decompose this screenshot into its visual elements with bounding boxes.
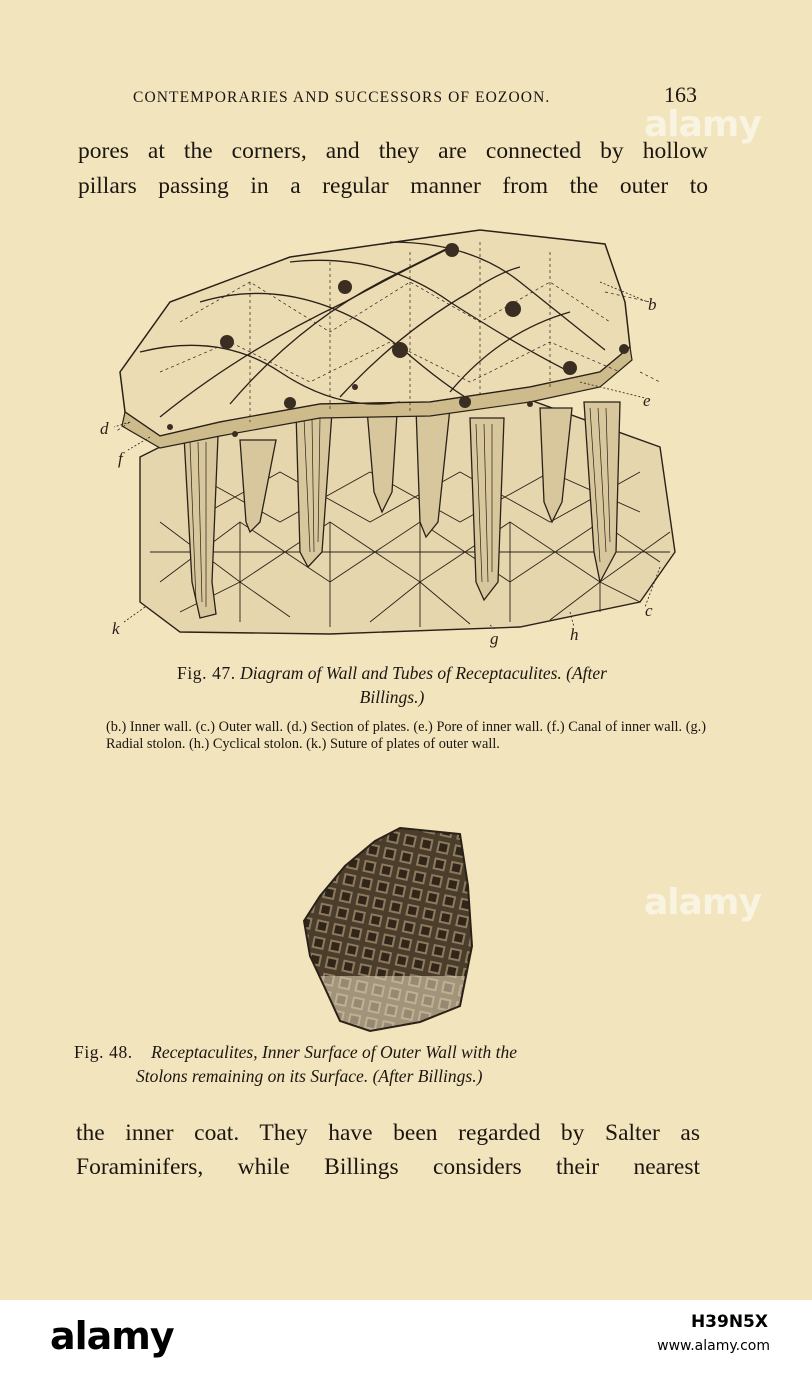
figure-48-label: Fig. 48. (74, 1042, 133, 1062)
figure-47-caption (74, 661, 710, 709)
label-c: c (645, 601, 653, 620)
label-k: k (112, 619, 120, 638)
label-e: e (643, 391, 651, 410)
watermark: alamy (644, 882, 761, 923)
stock-footer (0, 1300, 812, 1390)
label-g: g (490, 629, 499, 648)
body-text-line: the inner coat. They have been regarded by Salter as (76, 1120, 700, 1146)
figure-47-illustration (100, 222, 690, 652)
figure-47-caption-line1: Diagram of Wall and Tubes of Receptaculites. (After (240, 663, 607, 683)
body-text-line: pillars passing in a regular manner from the outer to (78, 173, 708, 199)
figure-48-caption (74, 1040, 710, 1088)
figure-48-caption-line1: Receptaculites, Inner Surface of Outer Wall with the (151, 1042, 517, 1062)
site-url[interactable]: www.alamy.com (657, 1338, 770, 1354)
body-text-line: Foraminifers, while Billings considers their nearest (76, 1154, 700, 1180)
label-d: d (100, 419, 109, 438)
body-text-line: pores at the corners, and they are connected by hollow (78, 138, 708, 164)
label-b: b (648, 295, 657, 314)
figure-47-caption-line2: Billings.) (359, 687, 425, 707)
figure-48-illustration (300, 826, 476, 1034)
running-head: CONTEMPORARIES AND SUCCESSORS OF EOZOON. (133, 89, 551, 106)
label-h: h (570, 625, 579, 644)
image-id: H39N5X (690, 1312, 768, 1332)
figure-47-legend: (b.) Inner wall. (c.) Outer wall. (d.) Section of plates. (e.) Pore of inner wall. (f.) Canal of inner wall. (g.) Radial stolon. (h.) Cyclical stolon. (k.) Suture of plates of outer wall. (106, 719, 706, 752)
page-number: 163 (664, 82, 697, 107)
figure-47-label: Fig. 47. (177, 663, 236, 683)
brand-logo: alamy (50, 1314, 174, 1358)
figure-48-caption-line2: Stolons remaining on its Surface. (After Billings.) (136, 1066, 483, 1086)
label-f: f (118, 449, 123, 468)
watermark: alamy (644, 104, 761, 145)
